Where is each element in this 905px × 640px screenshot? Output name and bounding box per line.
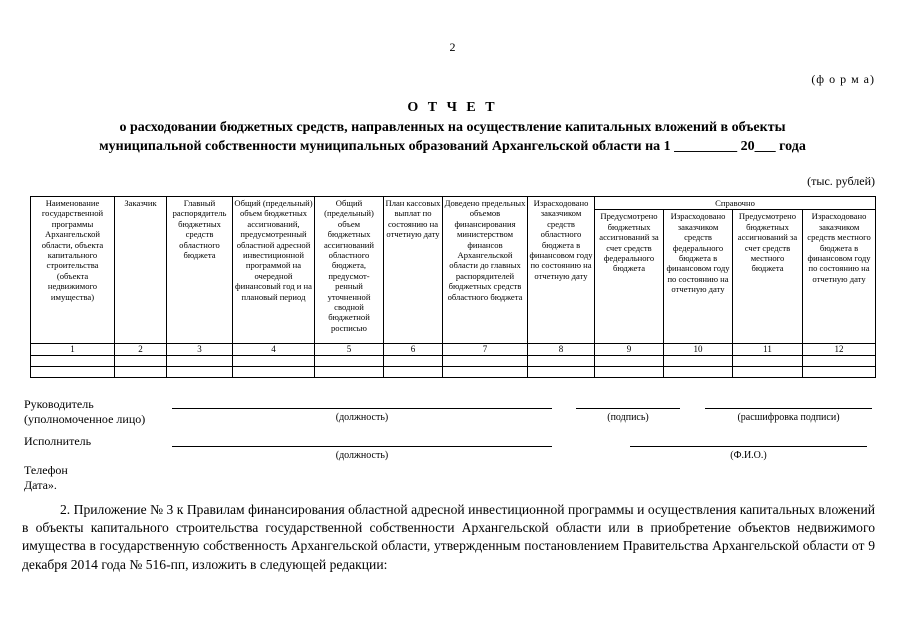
subtitle-line-2: муниципальной собственности муниципальных образований Архангельской области на 1 _________ 20___ года	[99, 139, 806, 154]
page-number: 2	[449, 40, 456, 54]
header-cell-1: Наименование государственной программы Архангельской области, объекта капитального строительства (объекта недвижимого имущества)	[31, 197, 115, 344]
header-cell-7: Доведено предельных объемов финансирования министерством финансов Архангельской области до главных распорядителей бюджетных средств областного бюджета	[443, 197, 528, 344]
sub-header-10: Израсходовано заказчиком средств федерального бюджета в финансовом году по состоянию на отчетную дату	[664, 210, 733, 344]
decoding-line	[705, 408, 872, 409]
head-label: Руководитель	[24, 397, 94, 411]
column-number: 5	[315, 344, 384, 355]
report-table	[30, 196, 876, 378]
report-subtitle	[40, 118, 865, 156]
column-number: 2	[115, 344, 167, 355]
date-label: Дата».	[24, 478, 57, 492]
executor-position-line	[172, 446, 552, 447]
executor-label: Исполнитель	[24, 434, 92, 448]
phone-label: Телефон	[24, 463, 68, 477]
fio-line	[630, 446, 867, 447]
column-number: 10	[664, 344, 733, 355]
signature-line	[576, 408, 680, 409]
column-number: 3	[167, 344, 233, 355]
header-cell-3: Главный распорядитель бюджетных средств областного бюджета	[167, 197, 233, 344]
header-cell-4: Общий (предельный) объем бюджетных ассигнований, предусмотренный областной адресной инвестиционной программой на очередной финансовый год и на плановый период	[233, 197, 315, 344]
sub-header-12: Израсходовано заказчиком средств местного бюджета в финансовом году по состоянию на отчетную дату	[803, 210, 876, 344]
report-title: О Т Ч Е Т	[407, 100, 498, 115]
column-number-row	[31, 344, 876, 355]
sub-header-9: Предусмотрено бюджетных ассигнований за счет средств федерального бюджета	[595, 210, 664, 344]
executor-position-caption: (должность)	[335, 450, 389, 461]
column-number: 7	[443, 344, 528, 355]
column-number: 6	[384, 344, 443, 355]
subtitle-line-1: о расходовании бюджетных средств, направленных на осуществление капитальных вложений в объекты	[119, 120, 786, 135]
paragraph-text: 2. Приложение № 3 к Правилам финансирования областной адресной инвестиционной программы и осуществления капитальных вложений в объекты капитального строительства государственной собственности Архангельской области или в приобретение объектов недвижимого имущества в государственную собственность Архангельской области, утвержденным постановлением Правительства Архангельской области от 9 декабря 2014 года № 516-пп, изложить в следующей редакции:	[22, 502, 875, 572]
header-cell-8: Израсходовано заказчиком средств областного бюджета в финансовом году по состоянию на отчетную дату	[528, 197, 595, 344]
table-row	[31, 366, 876, 377]
fio-caption: (Ф.И.О.)	[730, 450, 767, 461]
header-cell-5: Общий (предельный) объем бюджетных ассигнований областного бюджета, предусмот-ренный уточненной сводной бюджетной росписью	[315, 197, 384, 344]
group-header: Справочно	[595, 197, 876, 210]
body-paragraph	[22, 501, 875, 574]
decoding-caption: (расшифровка подписи)	[737, 412, 840, 423]
units-label: (тыс. рублей)	[807, 174, 875, 188]
column-number: 12	[803, 344, 876, 355]
position-caption: (должность)	[335, 412, 389, 423]
column-number: 11	[733, 344, 803, 355]
column-number: 9	[595, 344, 664, 355]
position-line	[172, 408, 552, 409]
sub-header-11: Предусмотрено бюджетных ассигнований за счет средств местного бюджета	[733, 210, 803, 344]
column-number: 8	[528, 344, 595, 355]
header-cell-6: План кассовых выплат по состоянию на отчетную дату	[384, 197, 443, 344]
table-row	[31, 355, 876, 366]
form-label: (ф о р м а)	[811, 72, 875, 86]
column-number: 4	[233, 344, 315, 355]
column-number: 1	[31, 344, 115, 355]
signature-caption: (подпись)	[607, 412, 649, 423]
header-cell-2: Заказчик	[115, 197, 167, 344]
authorized-person-label: (уполномоченное лицо)	[24, 412, 146, 426]
